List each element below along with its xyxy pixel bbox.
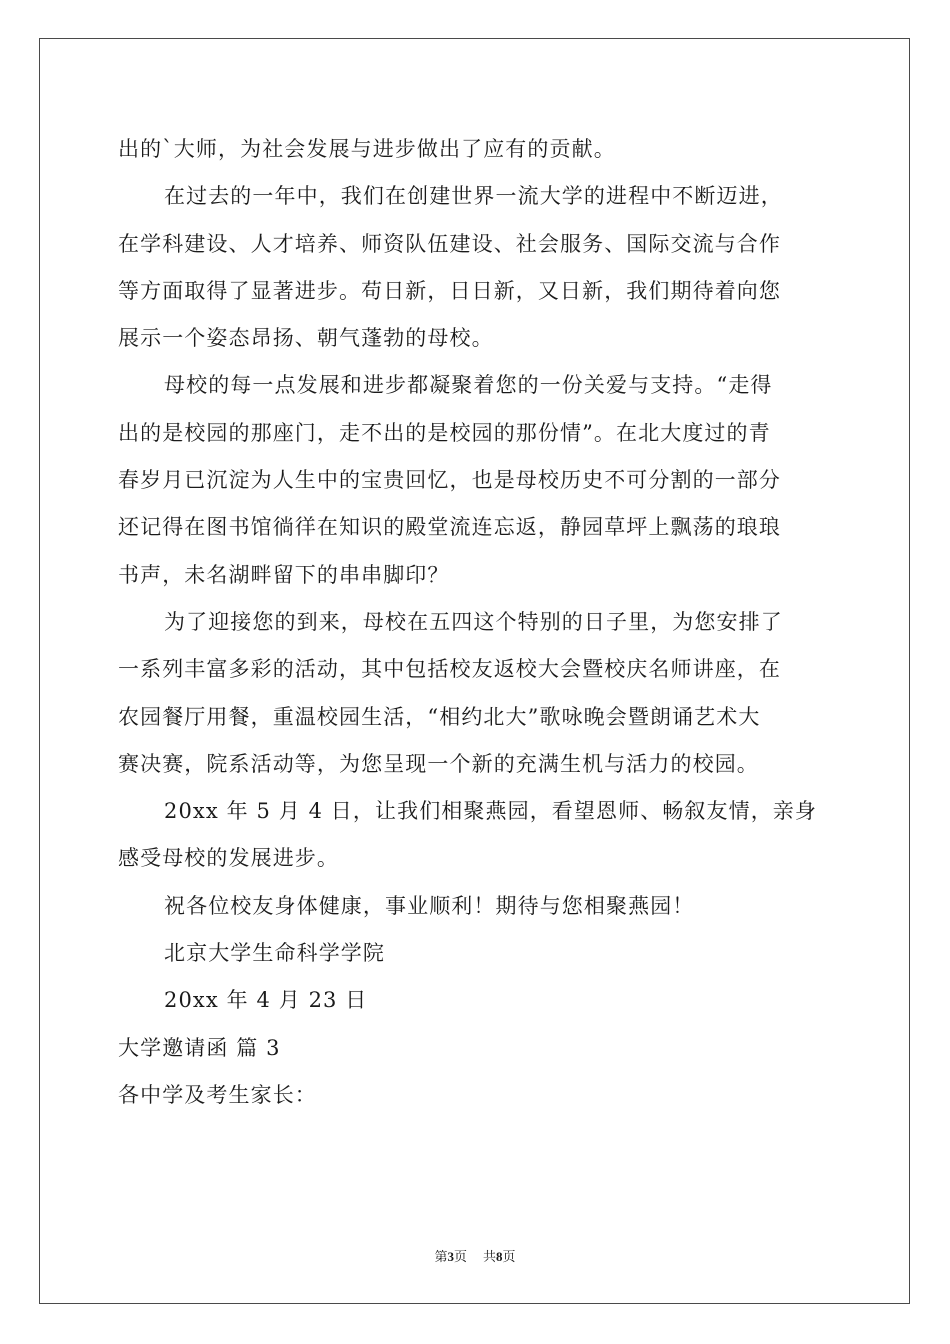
text-line: 赛决赛，院系活动等，为您呈现一个新的充满生机与活力的校园。 <box>118 751 759 776</box>
text-line: 一系列丰富多彩的活动，其中包括校友返校大会暨校庆名师讲座，在 <box>118 657 781 682</box>
text-line: 还记得在图书馆徜徉在知识的殿堂流连忘返，静园草坪上飘荡的琅琅 <box>118 515 781 540</box>
document-body <box>118 126 834 1119</box>
text-line: 在学科建设、人才培养、师资队伍建设、社会服务、国际交流与合作 <box>118 231 781 256</box>
page-prefix: 第 <box>434 1250 448 1265</box>
text-line: 在过去的一年中，我们在创建世界一流大学的进程中不断迈进， <box>164 184 783 209</box>
text-line: 等方面取得了显著进步。苟日新，日日新，又日新，我们期待着向您 <box>118 278 781 303</box>
text-line: 大学邀请函 篇 3 <box>118 1035 281 1060</box>
text-line: 出的`大师，为社会发展与进步做出了应有的贡献。 <box>118 137 616 161</box>
text-line: 展示一个姿态昂扬、朝气蓬勃的母校。 <box>118 326 494 351</box>
page-suffix: 页 <box>453 1250 467 1265</box>
text-line: 书声，未名湖畔留下的串串脚印？ <box>118 562 450 587</box>
page-footer <box>0 1246 950 1265</box>
text-line: 各中学及考生家长： <box>118 1082 317 1107</box>
text-line: 20xx 年 5 月 4 日，让我们相聚燕园，看望恩师、畅叙友情，亲身 <box>164 799 818 824</box>
text-line: 出的是校园的那座门，走不出的是校园的那份情”。在北大度过的青 <box>118 420 771 445</box>
text-line: 20xx 年 4 月 23 日 <box>164 988 368 1013</box>
text-line: 春岁月已沉淀为人生中的宝贵回忆，也是母校历史不可分割的一部分 <box>118 468 781 493</box>
text-line: 为了迎接您的到来，母校在五四这个特别的日子里，为您安排了 <box>164 609 783 634</box>
text-line: 感受母校的发展进步。 <box>118 846 339 871</box>
total-prefix: 共 <box>483 1250 497 1265</box>
page-current-number: 3 <box>447 1249 454 1264</box>
text-line: 北京大学生命科学学院 <box>164 941 385 966</box>
text-line: 母校的每一点发展和进步都凝聚着您的一份关爱与支持。“走得 <box>164 373 773 398</box>
text-line: 农园餐厅用餐，重温校园生活，“相约北大”歌咏晚会暨朗诵艺术大 <box>118 704 761 729</box>
page-total-number: 8 <box>496 1249 503 1264</box>
total-suffix: 页 <box>502 1250 516 1265</box>
text-line: 祝各位校友身体健康，事业顺利！期待与您相聚燕园！ <box>164 893 695 918</box>
